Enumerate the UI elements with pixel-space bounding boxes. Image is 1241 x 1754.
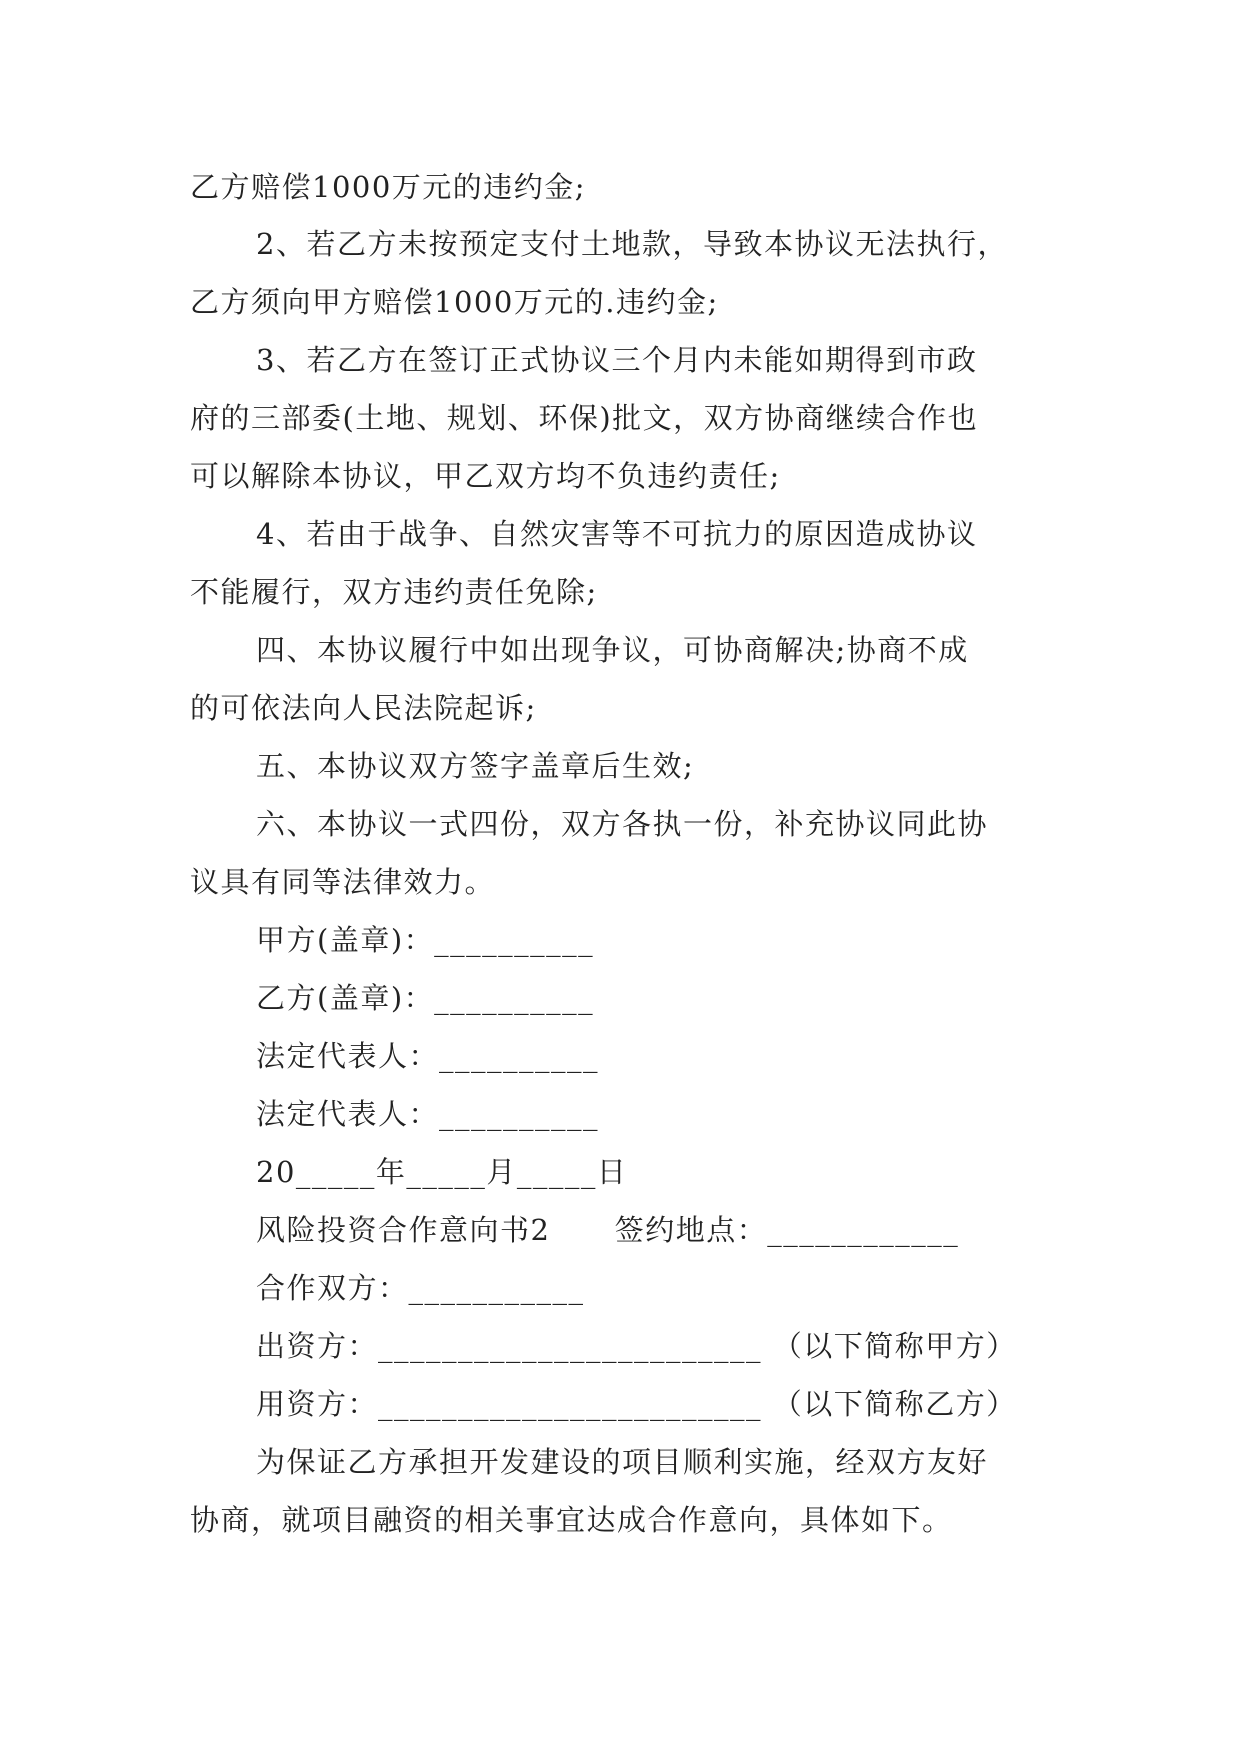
text-line: 府的三部委(土地、规划、环保)批文，双方协商继续合作也 [190, 401, 979, 435]
text-line: 议具有同等法律效力。 [190, 865, 496, 899]
text-line: 用资方：________________________ （以下简称乙方） [256, 1387, 1017, 1421]
text-line: 出资方：________________________ （以下简称甲方） [256, 1329, 1017, 1363]
text-line: 为保证乙方承担开发建设的项目顺利实施，经双方友好 [256, 1445, 989, 1479]
text-line: 合作双方：___________ [256, 1271, 585, 1305]
signature-line: 法定代表人：__________ [256, 1097, 600, 1131]
signature-line: 法定代表人：__________ [256, 1039, 600, 1073]
signature-line: 甲方(盖章)：__________ [256, 923, 595, 957]
text-line: 六、本协议一式四份，双方各执一份，补充协议同此协 [256, 807, 989, 841]
text-line: 3、若乙方在签订正式协议三个月内未能如期得到市政 [256, 343, 978, 377]
text-line: 四、本协议履行中如出现争议，可协商解决;协商不成 [256, 633, 969, 667]
signature-line: 乙方(盖章)：__________ [256, 981, 595, 1015]
text-line: 2、若乙方未按预定支付土地款，导致本协议无法执行， [256, 227, 1008, 261]
text-line: 风险投资合作意向书2 签约地点：____________ [256, 1213, 960, 1247]
text-line: 协商，就项目融资的相关事宜达成合作意向，具体如下。 [190, 1503, 953, 1537]
text-line: 乙方赔偿1000万元的违约金; [190, 170, 587, 204]
text-line: 可以解除本协议，甲乙双方均不负违约责任; [190, 459, 781, 493]
text-line: 不能履行，双方违约责任免除; [190, 575, 598, 609]
date-line: 20_____年_____月_____日 [256, 1155, 628, 1189]
text-line: 五、本协议双方签字盖章后生效; [256, 749, 695, 783]
text-line: 的可依法向人民法院起诉; [190, 691, 537, 725]
text-line: 乙方须向甲方赔偿1000万元的.违约金; [190, 285, 719, 319]
text-line: 4、若由于战争、自然灾害等不可抗力的原因造成协议 [256, 517, 978, 551]
